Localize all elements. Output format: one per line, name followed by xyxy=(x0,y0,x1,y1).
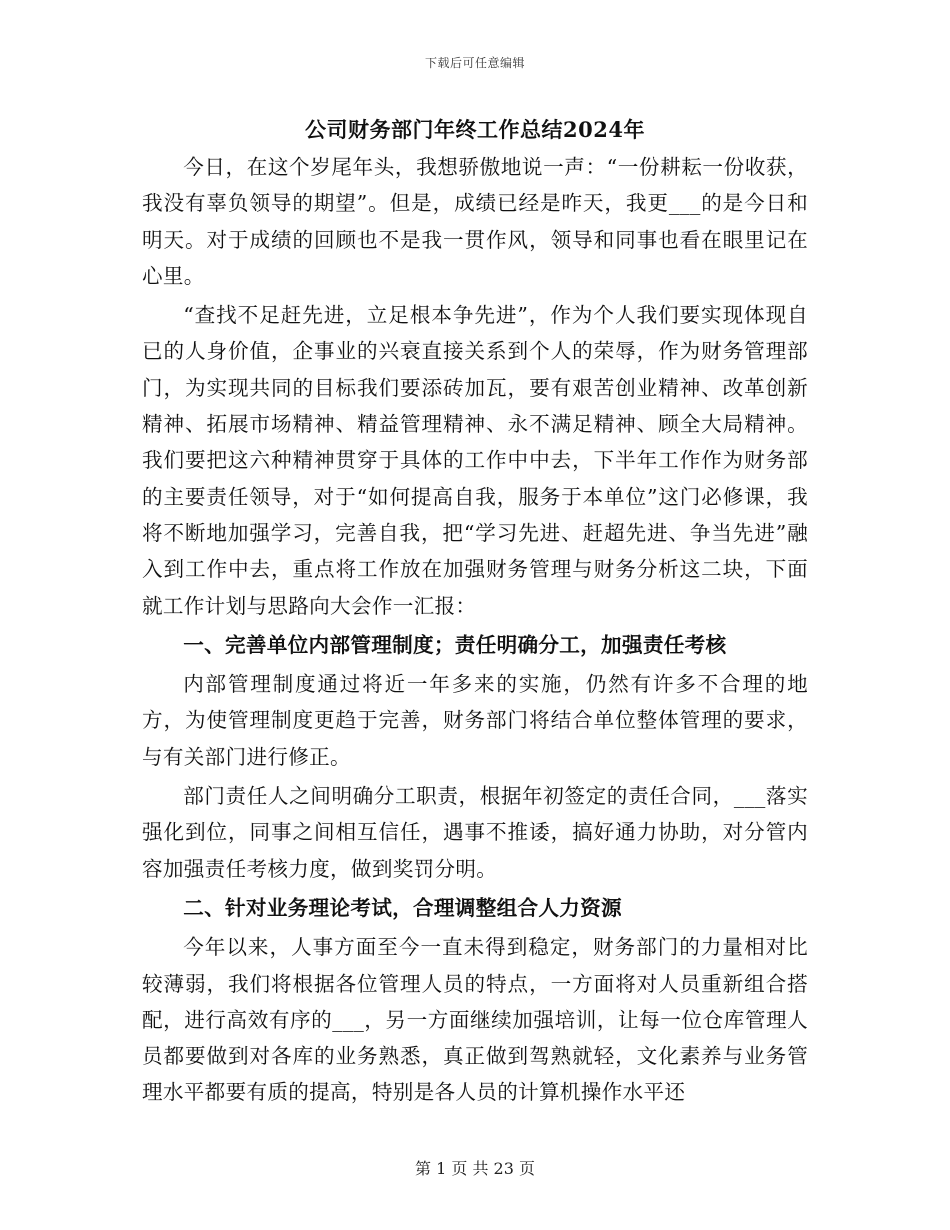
section-heading-1: 一、完善单位内部管理制度；责任明确分工，加强责任考核 xyxy=(183,632,727,657)
document-title: 公司财务部门年终工作总结2024年 xyxy=(305,117,645,142)
section-heading-2: 二、针对业务理论考试，合理调整组合人力资源 xyxy=(183,895,622,920)
paragraph-intro: 今日，在这个岁尾年头，我想骄傲地说一声：“一份耕耘一份收获，我没有辜负领导的期望”。但是，成绩已经是昨天，我更___的是今日和明天。对于成绩的回顾也不是我一贯作风，领导和同事也看在眼里记在心里。 xyxy=(142,155,808,288)
paragraph-internal-management: 内部管理制度通过将近一年多来的实施，仍然有许多不合理的地方，为使管理制度更趋于完善，财务部门将结合单位整体管理的要求，与有关部门进行修正。 xyxy=(142,672,808,769)
header-note: 下载后可任意编辑 xyxy=(424,56,525,70)
paragraph-human-resources: 今年以来，人事方面至今一直未得到稳定，财务部门的力量相对比较薄弱，我们将根据各位管理人员的特点，一方面将对人员重新组合搭配，进行高效有序的___，另一方面继续加强培训，让每一位仓库管理人员都要做到对各库的业务熟悉，真正做到驾熟就轻，文化素养与业务管理水平都要有质的提高，特别是各人员的计算机操作水平还 xyxy=(142,935,808,1105)
document-body xyxy=(142,149,808,1114)
page-footer: 第 1 页 共 23 页 xyxy=(415,1159,535,1178)
paragraph-responsibility: 部门责任人之间明确分工职责，根据年初签定的责任合同，___落实强化到位，同事之间相互信任，遇事不推诿，搞好通力协助，对分管内容加强责任考核力度，做到奖罚分明。 xyxy=(142,784,808,881)
paragraph-spirit: “查找不足赶先进，立足根本争先进”，作为个人我们要实现体现自已的人身价值，企事业的兴衰直接关系到个人的荣辱，作为财务管理部门，为实现共同的目标我们要添砖加瓦，要有艰苦创业精神、改革创新精神、拓展市场精神、精益管理精神、永不满足精神、顾全大局精神。我们要把这六种精神贯穿于具体的工作中中去，下半年工作作为财务部的主要责任领导，对于“如何提高自我，服务于本单位”这门必修课，我将不断地加强学习，完善自我，把“学习先进、赶超先进、争当先进”融入到工作中去，重点将工作放在加强财务管理与财务分析这二块，下面就工作计划与思路向大会作一汇报： xyxy=(142,303,808,618)
